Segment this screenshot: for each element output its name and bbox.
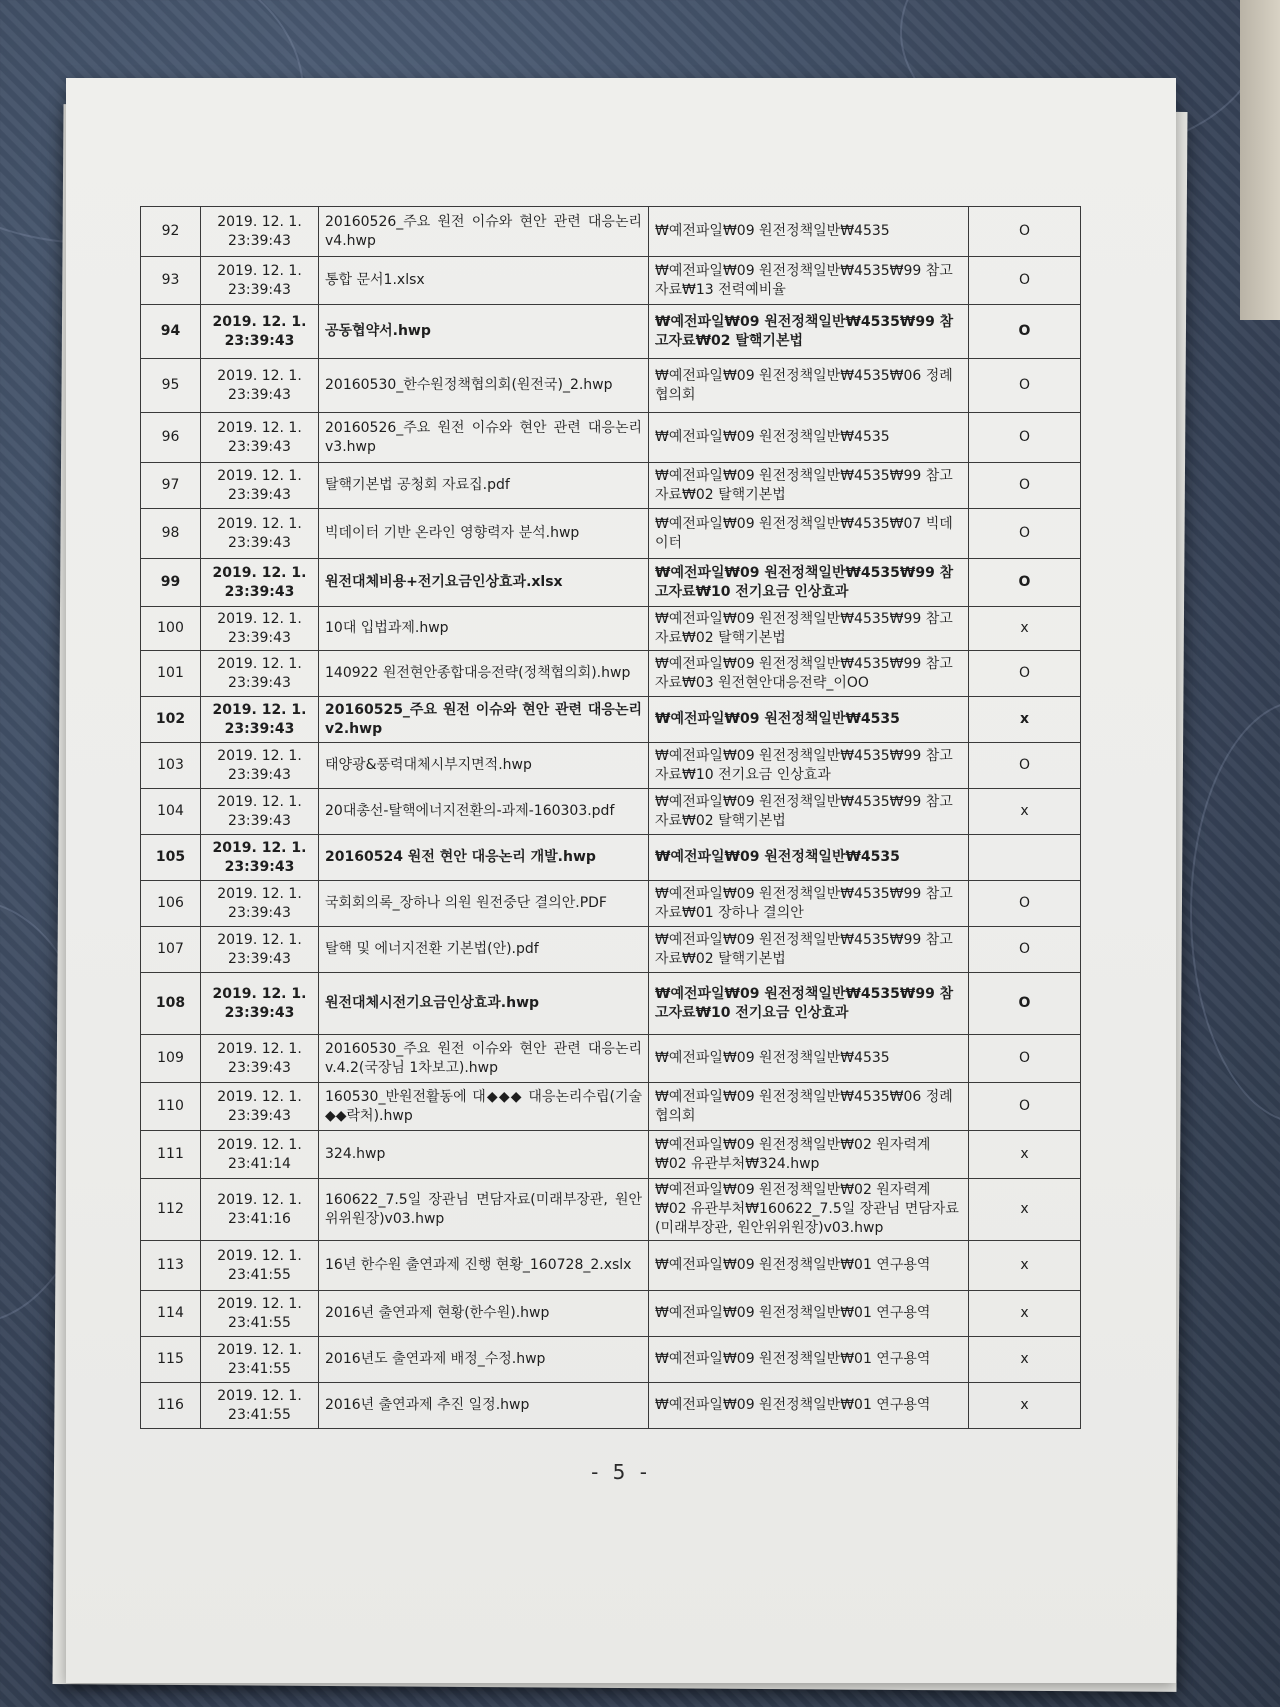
row-status-mark: x — [969, 1241, 1081, 1291]
row-status-mark: O — [969, 359, 1081, 413]
row-date: 2019. 12. 1. — [217, 1295, 302, 1312]
row-date: 2019. 12. 1. — [217, 1341, 302, 1358]
row-time: 23:39:43 — [228, 904, 291, 921]
row-file-name: 20160526_주요 원전 이슈와 현안 관련 대응논리 v3.hwp — [319, 413, 649, 463]
row-file-path: ₩예전파일₩09 원전정책일반₩01 연구용역 — [649, 1241, 969, 1291]
row-status-mark: x — [969, 1291, 1081, 1337]
row-datetime — [201, 1241, 319, 1291]
row-status-mark: x — [969, 1179, 1081, 1241]
table-row — [141, 257, 1081, 305]
row-number: 114 — [141, 1291, 201, 1337]
row-time: 23:39:43 — [228, 438, 291, 455]
row-file-path: ₩예전파일₩09 원전정책일반₩02 원자력계₩02 유관부처₩160622_7.5일 장관님 면담자료(미래부장관, 원안위위원장)v03.hwp — [649, 1179, 969, 1241]
row-date: 2019. 12. 1. — [217, 419, 302, 436]
row-time: 23:39:43 — [228, 950, 291, 967]
row-number: 107 — [141, 927, 201, 973]
table-row — [141, 1337, 1081, 1383]
row-file-name: 10대 입법과제.hwp — [319, 607, 649, 651]
row-status-mark: O — [969, 651, 1081, 697]
table-row — [141, 835, 1081, 881]
row-date: 2019. 12. 1. — [217, 747, 302, 764]
table-row — [141, 789, 1081, 835]
row-time: 23:41:55 — [228, 1360, 291, 1377]
row-number: 105 — [141, 835, 201, 881]
row-file-path: ₩예전파일₩09 원전정책일반₩4535₩06 정례협의회 — [649, 1083, 969, 1131]
row-datetime — [201, 359, 319, 413]
row-date: 2019. 12. 1. — [217, 1191, 302, 1208]
row-status-mark: O — [969, 1035, 1081, 1083]
row-datetime — [201, 413, 319, 463]
table-row — [141, 1383, 1081, 1429]
row-file-path: ₩예전파일₩09 원전정책일반₩4535₩99 참고자료₩02 탈핵기본법 — [649, 305, 969, 359]
row-datetime — [201, 509, 319, 559]
row-file-path: ₩예전파일₩09 원전정책일반₩4535 — [649, 835, 969, 881]
row-number: 101 — [141, 651, 201, 697]
row-time: 23:39:43 — [224, 583, 295, 600]
table-row — [141, 559, 1081, 607]
row-datetime — [201, 1383, 319, 1429]
row-file-name: 160622_7.5일 장관님 면담자료(미래부장관, 원안위위원장)v03.hwp — [319, 1179, 649, 1241]
row-time: 23:41:55 — [228, 1266, 291, 1283]
row-file-name: 2016년 출연과제 현황(한수원).hwp — [319, 1291, 649, 1337]
row-number: 116 — [141, 1383, 201, 1429]
row-number: 113 — [141, 1241, 201, 1291]
row-file-name: 160530_반원전활동에 대◆◆◆ 대응논리수립(기술◆◆락처).hwp — [319, 1083, 649, 1131]
row-datetime — [201, 1131, 319, 1179]
row-file-path: ₩예전파일₩09 원전정책일반₩4535₩99 참고자료₩10 전기요금 인상효과 — [649, 559, 969, 607]
row-time: 23:41:16 — [228, 1210, 291, 1227]
row-number: 115 — [141, 1337, 201, 1383]
row-time: 23:39:43 — [228, 281, 291, 298]
row-status-mark: x — [969, 789, 1081, 835]
table-row — [141, 743, 1081, 789]
row-status-mark: O — [969, 207, 1081, 257]
row-number: 96 — [141, 413, 201, 463]
row-file-name: 통합 문서1.xlsx — [319, 257, 649, 305]
row-file-path: ₩예전파일₩09 원전정책일반₩4535₩99 참고자료₩02 탈핵기본법 — [649, 463, 969, 509]
row-status-mark: O — [969, 743, 1081, 789]
row-date: 2019. 12. 1. — [217, 1136, 302, 1153]
table-row — [141, 359, 1081, 413]
row-status-mark: x — [969, 1337, 1081, 1383]
row-datetime — [201, 743, 319, 789]
table-row — [141, 651, 1081, 697]
row-datetime — [201, 1291, 319, 1337]
row-status-mark: x — [969, 1383, 1081, 1429]
row-file-name: 20160530_주요 원전 이슈와 현안 관련 대응논리 v.4.2(국장님 1차보고).hwp — [319, 1035, 649, 1083]
row-datetime — [201, 257, 319, 305]
table-row — [141, 1179, 1081, 1241]
row-date: 2019. 12. 1. — [217, 885, 302, 902]
row-datetime — [201, 835, 319, 881]
row-file-name: 태양광&풍력대체시부지면적.hwp — [319, 743, 649, 789]
row-file-path: ₩예전파일₩09 원전정책일반₩4535₩99 참고자료₩10 전기요금 인상효과 — [649, 973, 969, 1035]
row-datetime — [201, 651, 319, 697]
background-quilt-pattern — [1190, 700, 1280, 1124]
table-row — [141, 413, 1081, 463]
file-list-table — [140, 206, 1081, 1429]
row-time: 23:39:43 — [228, 1059, 291, 1076]
row-date: 2019. 12. 1. — [217, 367, 302, 384]
table-row — [141, 973, 1081, 1035]
row-time: 23:39:43 — [228, 386, 291, 403]
row-time: 23:39:43 — [224, 332, 295, 349]
row-time: 23:39:43 — [224, 720, 295, 737]
row-number: 102 — [141, 697, 201, 743]
table-row — [141, 1241, 1081, 1291]
row-file-path: ₩예전파일₩09 원전정책일반₩02 원자력계₩02 유관부처₩324.hwp — [649, 1131, 969, 1179]
row-file-path: ₩예전파일₩09 원전정책일반₩4535₩99 참고자료₩02 탈핵기본법 — [649, 789, 969, 835]
background-cloth — [1240, 0, 1280, 320]
row-file-path: ₩예전파일₩09 원전정책일반₩4535₩07 빅데이터 — [649, 509, 969, 559]
table-row — [141, 1035, 1081, 1083]
table-row — [141, 463, 1081, 509]
row-file-name: 324.hwp — [319, 1131, 649, 1179]
row-file-name: 20대총선-탈핵에너지전환의-과제-160303.pdf — [319, 789, 649, 835]
row-datetime — [201, 789, 319, 835]
row-datetime — [201, 207, 319, 257]
row-status-mark: O — [969, 973, 1081, 1035]
row-status-mark: O — [969, 927, 1081, 973]
row-date: 2019. 12. 1. — [217, 515, 302, 532]
row-file-name: 16년 한수원 출연과제 진행 현황_160728_2.xslx — [319, 1241, 649, 1291]
row-file-path: ₩예전파일₩09 원전정책일반₩4535₩99 참고자료₩03 원전현안대응전략_이OO — [649, 651, 969, 697]
row-status-mark: O — [969, 559, 1081, 607]
row-status-mark: O — [969, 1083, 1081, 1131]
row-number: 104 — [141, 789, 201, 835]
row-date: 2019. 12. 1. — [212, 313, 307, 330]
row-status-mark: O — [969, 305, 1081, 359]
row-time: 23:39:43 — [228, 629, 291, 646]
table-row — [141, 1083, 1081, 1131]
table-row — [141, 1291, 1081, 1337]
row-datetime — [201, 1035, 319, 1083]
row-date: 2019. 12. 1. — [217, 262, 302, 279]
row-number: 100 — [141, 607, 201, 651]
row-date: 2019. 12. 1. — [217, 1088, 302, 1105]
row-status-mark: O — [969, 413, 1081, 463]
row-file-path: ₩예전파일₩09 원전정책일반₩4535₩06 정례협의회 — [649, 359, 969, 413]
row-date: 2019. 12. 1. — [217, 610, 302, 627]
table-row — [141, 881, 1081, 927]
row-file-path: ₩예전파일₩09 원전정책일반₩4535 — [649, 207, 969, 257]
table-row — [141, 305, 1081, 359]
row-number: 112 — [141, 1179, 201, 1241]
row-status-mark: O — [969, 881, 1081, 927]
row-datetime — [201, 927, 319, 973]
row-datetime — [201, 1083, 319, 1131]
row-time: 23:39:43 — [228, 534, 291, 551]
row-file-name: 2016년도 출연과제 배정_수정.hwp — [319, 1337, 649, 1383]
row-number: 109 — [141, 1035, 201, 1083]
table-row — [141, 927, 1081, 973]
row-file-path: ₩예전파일₩09 원전정책일반₩4535₩99 참고자료₩02 탈핵기본법 — [649, 607, 969, 651]
row-date: 2019. 12. 1. — [217, 467, 302, 484]
row-number: 97 — [141, 463, 201, 509]
row-time: 23:41:55 — [228, 1406, 291, 1423]
row-date: 2019. 12. 1. — [212, 564, 307, 581]
row-file-path: ₩예전파일₩09 원전정책일반₩01 연구용역 — [649, 1291, 969, 1337]
table-row — [141, 509, 1081, 559]
row-number: 94 — [141, 305, 201, 359]
row-date: 2019. 12. 1. — [217, 1040, 302, 1057]
row-date: 2019. 12. 1. — [212, 839, 307, 856]
row-time: 23:39:43 — [224, 1004, 295, 1021]
row-file-path: ₩예전파일₩09 원전정책일반₩4535₩99 참고자료₩02 탈핵기본법 — [649, 927, 969, 973]
row-file-name: 20160530_한수원정책협의회(원전국)_2.hwp — [319, 359, 649, 413]
row-file-name: 2016년 출연과제 추진 일정.hwp — [319, 1383, 649, 1429]
row-status-mark — [969, 835, 1081, 881]
file-list-body — [141, 207, 1081, 1429]
row-datetime — [201, 881, 319, 927]
row-number: 93 — [141, 257, 201, 305]
row-file-path: ₩예전파일₩09 원전정책일반₩4535 — [649, 413, 969, 463]
row-datetime — [201, 973, 319, 1035]
row-status-mark: x — [969, 697, 1081, 743]
row-file-name: 빅데이터 기반 온라인 영향력자 분석.hwp — [319, 509, 649, 559]
row-time: 23:39:43 — [228, 486, 291, 503]
row-file-name: 20160526_주요 원전 이슈와 현안 관련 대응논리 v4.hwp — [319, 207, 649, 257]
row-date: 2019. 12. 1. — [217, 931, 302, 948]
row-file-path: ₩예전파일₩09 원전정책일반₩01 연구용역 — [649, 1383, 969, 1429]
document-page — [66, 78, 1176, 1683]
row-file-name: 원전대체비용+전기요금인상효과.xlsx — [319, 559, 649, 607]
row-date: 2019. 12. 1. — [212, 701, 307, 718]
row-number: 110 — [141, 1083, 201, 1131]
row-status-mark: O — [969, 509, 1081, 559]
row-number: 106 — [141, 881, 201, 927]
row-date: 2019. 12. 1. — [217, 1247, 302, 1264]
row-number: 108 — [141, 973, 201, 1035]
row-file-name: 탈핵 및 에너지전환 기본법(안).pdf — [319, 927, 649, 973]
row-status-mark: x — [969, 607, 1081, 651]
row-datetime — [201, 463, 319, 509]
row-date: 2019. 12. 1. — [217, 1387, 302, 1404]
row-number: 95 — [141, 359, 201, 413]
row-file-path: ₩예전파일₩09 원전정책일반₩4535₩99 참고자료₩01 장하나 결의안 — [649, 881, 969, 927]
row-date: 2019. 12. 1. — [217, 793, 302, 810]
row-file-path: ₩예전파일₩09 원전정책일반₩4535₩99 참고자료₩13 전력예비율 — [649, 257, 969, 305]
row-number: 103 — [141, 743, 201, 789]
row-number: 92 — [141, 207, 201, 257]
row-file-name: 20160524 원전 현안 대응논리 개발.hwp — [319, 835, 649, 881]
table-row — [141, 207, 1081, 257]
row-file-path: ₩예전파일₩09 원전정책일반₩4535 — [649, 1035, 969, 1083]
row-date: 2019. 12. 1. — [217, 213, 302, 230]
row-datetime — [201, 559, 319, 607]
row-number: 98 — [141, 509, 201, 559]
row-file-name: 원전대체시전기요금인상효과.hwp — [319, 973, 649, 1035]
row-status-mark: O — [969, 463, 1081, 509]
row-number: 99 — [141, 559, 201, 607]
row-date: 2019. 12. 1. — [217, 655, 302, 672]
row-datetime — [201, 1337, 319, 1383]
row-time: 23:39:43 — [228, 812, 291, 829]
row-datetime — [201, 607, 319, 651]
row-time: 23:39:43 — [228, 232, 291, 249]
row-file-name: 140922 원전현안종합대응전략(정책협의회).hwp — [319, 651, 649, 697]
table-row — [141, 697, 1081, 743]
row-file-name: 국회회의록_장하나 의원 원전중단 결의안.PDF — [319, 881, 649, 927]
row-file-path: ₩예전파일₩09 원전정책일반₩01 연구용역 — [649, 1337, 969, 1383]
page-number: - 5 - — [591, 1460, 651, 1484]
row-time: 23:41:14 — [228, 1155, 291, 1172]
row-datetime — [201, 697, 319, 743]
row-time: 23:39:43 — [228, 674, 291, 691]
row-status-mark: O — [969, 257, 1081, 305]
row-time: 23:41:55 — [228, 1314, 291, 1331]
row-file-path: ₩예전파일₩09 원전정책일반₩4535₩99 참고자료₩10 전기요금 인상효과 — [649, 743, 969, 789]
row-datetime — [201, 305, 319, 359]
row-file-name: 탈핵기본법 공청회 자료집.pdf — [319, 463, 649, 509]
row-file-name: 20160525_주요 원전 이슈와 현안 관련 대응논리 v2.hwp — [319, 697, 649, 743]
row-datetime — [201, 1179, 319, 1241]
row-number: 111 — [141, 1131, 201, 1179]
row-file-path: ₩예전파일₩09 원전정책일반₩4535 — [649, 697, 969, 743]
table-row — [141, 607, 1081, 651]
row-time: 23:39:43 — [224, 858, 295, 875]
row-status-mark: x — [969, 1131, 1081, 1179]
row-date: 2019. 12. 1. — [212, 985, 307, 1002]
table-row — [141, 1131, 1081, 1179]
row-file-name: 공동협약서.hwp — [319, 305, 649, 359]
row-time: 23:39:43 — [228, 766, 291, 783]
row-time: 23:39:43 — [228, 1107, 291, 1124]
